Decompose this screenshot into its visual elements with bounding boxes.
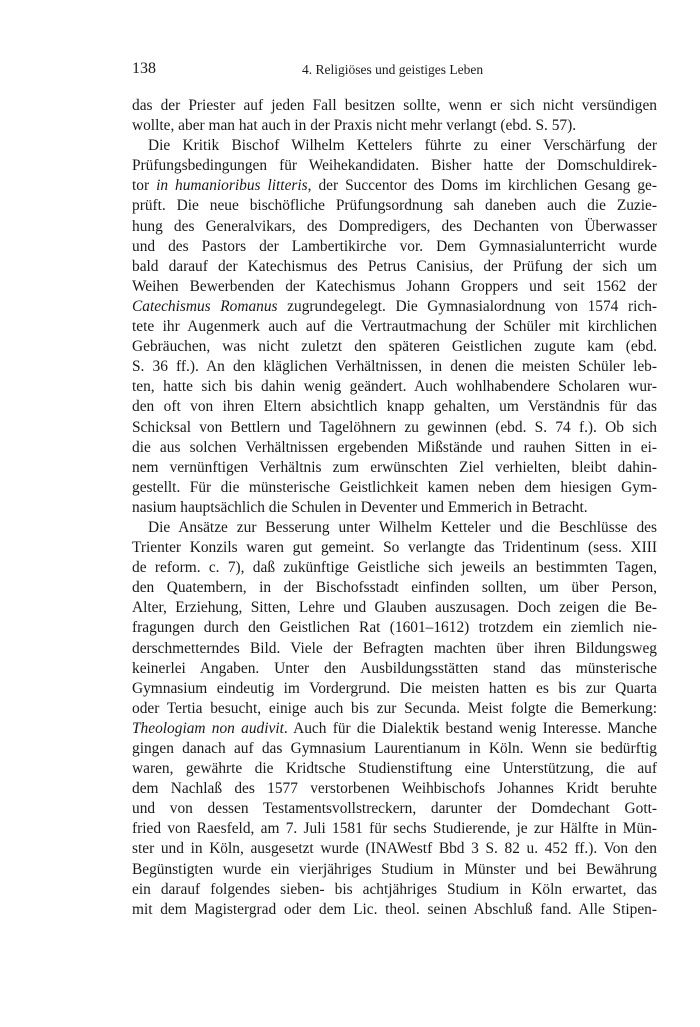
text-run: die aus solchen Verhältnissen ergebenden Mißstände und rauhen Sitten in ei- [132,438,657,456]
text-line [132,237,657,257]
text-run: tor [132,177,157,195]
text-line [132,297,657,317]
text-run: gingen danach auf das Gymnasium Laurentianum in Köln. Wenn sie bedürftig [132,740,657,757]
text-run: das der Priester auf jeden Fall besitzen sollte, wenn er sich nicht versündigen [132,97,657,114]
text-line [132,839,657,859]
text-line [132,438,657,458]
text-run: ster und in Köln, ausgesetzt wurde (INAWestf Bbd 3 S. 82 u. 452 ff.). Von den [132,840,657,858]
text-line [132,719,657,739]
text-run: Alter, Erziehung, Sitten, Lehre und Glauben auszusagen. Doch zeigen die Be- [132,599,657,617]
text-line [132,558,657,578]
text-line [132,598,657,618]
text-run: waren, gewährte die Kridtsche Studienstiftung eine Unterstützung, die auf [132,760,657,778]
text-run: nasium hauptsächlich die Schulen in Deventer und Emmerich in Betracht. [132,498,588,516]
running-head: 4. Religiöses und geistiges Leben [302,62,484,77]
text-run: gestellt. Für die münsterische Geistlichkeit kamen neben dem hiesigen Gym- [132,478,657,496]
text-run: Schicksal von Bettlern und Tagelöhnern zu gewinnen (ebd. S. 74 f.). Ob sich [132,418,657,436]
text-run: . Auch für die Dialektik bestand wenig Interesse. Manche [283,719,657,737]
text-run: Die Ansätze zur Besserung unter Wilhelm Ketteler und die Beschlüsse des [148,518,657,536]
text-line [132,397,657,417]
text-run: und von dessen Testamentsvollstreckern, darunter der Domdechant Gott- [132,800,657,818]
text-run: Gebräuchen, was nicht zuletzt den späteren Geistlichen zugute kam (ebd. [132,338,657,356]
text-line [132,176,657,196]
text-run: oder Tertia besucht, einige auch bis zur Secunda. Meist folgte die Bemerkung: [132,699,657,717]
text-line [132,699,657,719]
text-line [132,196,657,216]
text-run: fragungen durch den Geistlichen Rat (1601–1612) trotzdem ein ziemlich nie- [132,619,657,637]
text-line [132,659,657,679]
text-line [132,639,657,659]
text-run: zugrundegelegt. Die Gymnasialordnung von 1574 rich- [277,297,658,315]
text-run: Trienter Konzils waren gut gemeint. So verlangte das Tridentinum (sess. XIII [132,539,657,557]
text-line [132,759,657,779]
text-run: und des Pastors der Lambertikirche vor. Dem Gymnasialunterricht wurde [132,237,657,255]
text-line [132,458,657,478]
text-line [132,779,657,799]
text-run: tete ihr Augenmerk auch auf die Vertrautmachung der Schüler mit kirchlichen [132,318,657,336]
text-line [132,377,657,397]
text-run: ten, hatte sich bis dahin wenig geändert. Auch wohlhabendere Scholaren wur- [132,378,657,396]
text-line [132,418,657,438]
paragraph [132,96,657,136]
text-line [132,518,657,538]
text-run: dem Nachlaß des 1577 verstorbenen Weihbischofs Johannes Kridt beruhte [132,780,657,798]
text-line [132,116,657,136]
body-text [132,96,657,920]
text-run: Gymnasium eindeutig im Vordergrund. Die meisten hatten es bis zur Quarta [132,679,657,697]
text-line [132,357,657,377]
text-run: den oft von ihren Eltern absichtlich knapp gehalten, um Verständnis für das [132,398,657,416]
text-run: , der Succentor des Doms im kirchlichen Gesang ge- [307,177,657,195]
text-line [132,136,657,156]
paragraph [132,136,657,518]
italic-term: in humanioribus litteris [156,177,308,195]
text-line [132,317,657,337]
text-run: derschmetterndes Bild. Viele der Befragten machten über ihren Bildungsweg [132,639,657,657]
page-number: 138 [132,60,156,77]
text-run: Prüfungsbedingungen für Weihekandidaten. Bisher hatte der Domschuldirek- [132,157,657,175]
italic-term: Theologiam non audivit [132,719,284,737]
text-run: bald darauf der Katechismus des Petrus Canisius, der Prüfung der sich um [132,257,657,275]
text-line [132,538,657,558]
text-run: S. 36 ff.). An den kläglichen Verhältnissen, in denen die meisten Schüler leb- [132,358,657,376]
text-line [132,799,657,819]
text-line [132,217,657,237]
text-line [132,257,657,277]
text-run: prüft. Die neue bischöfliche Prüfungsordnung sah daneben auch die Zuzie- [132,197,657,215]
text-run: Weihen Bewerbenden der Katechismus Johann Groppers und seit 1562 der [132,277,657,295]
text-run: mit dem Magistergrad oder dem Lic. theol. seinen Abschluß fand. Alle Stipen- [132,900,657,918]
text-line [132,578,657,598]
text-run: Begünstigten wurde ein vierjähriges Studium in Münster und bei Bewährung [132,860,657,878]
text-run: ein darauf folgendes sieben- bis achtjähriges Studium in Köln erwartet, das [132,880,657,898]
paragraph [132,518,657,920]
text-run: hung des Generalvikars, des Dompredigers, des Dechanten von Überwasser [132,217,657,235]
italic-term: Catechismus Romanus [132,297,278,315]
text-run: wollte, aber man hat auch in der Praxis nicht mehr verlangt (ebd. S. 57). [132,117,577,135]
text-line [132,900,657,920]
text-line [132,156,657,176]
text-run: fried von Raesfeld, am 7. Juli 1581 für sechs Studierende, je zur Hälfte in Mün- [132,820,657,838]
text-run: den Quatembern, in der Bischofsstadt einfinden sollten, um über Person, [132,579,657,597]
text-line [132,618,657,638]
text-line [132,739,657,759]
text-line [132,498,657,518]
text-line [132,880,657,900]
text-line [132,337,657,357]
text-line [132,277,657,297]
text-run: keinerlei Angaben. Unter den Ausbildungsstätten stand das münsterische [132,659,657,677]
text-line [132,819,657,839]
text-run: nem vernünftigen Verhältnis zum erwünschten Ziel verhielten, bleibt dahin- [132,458,657,476]
text-run: de reform. c. 7), daß zukünftige Geistliche sich jeweils an bestimmten Tagen, [132,559,657,577]
text-line [132,679,657,699]
text-line [132,478,657,498]
text-run: Die Kritik Bischof Wilhelm Kettelers führte zu einer Verschärfung der [148,137,657,155]
text-line [132,860,657,880]
text-line [132,96,657,116]
